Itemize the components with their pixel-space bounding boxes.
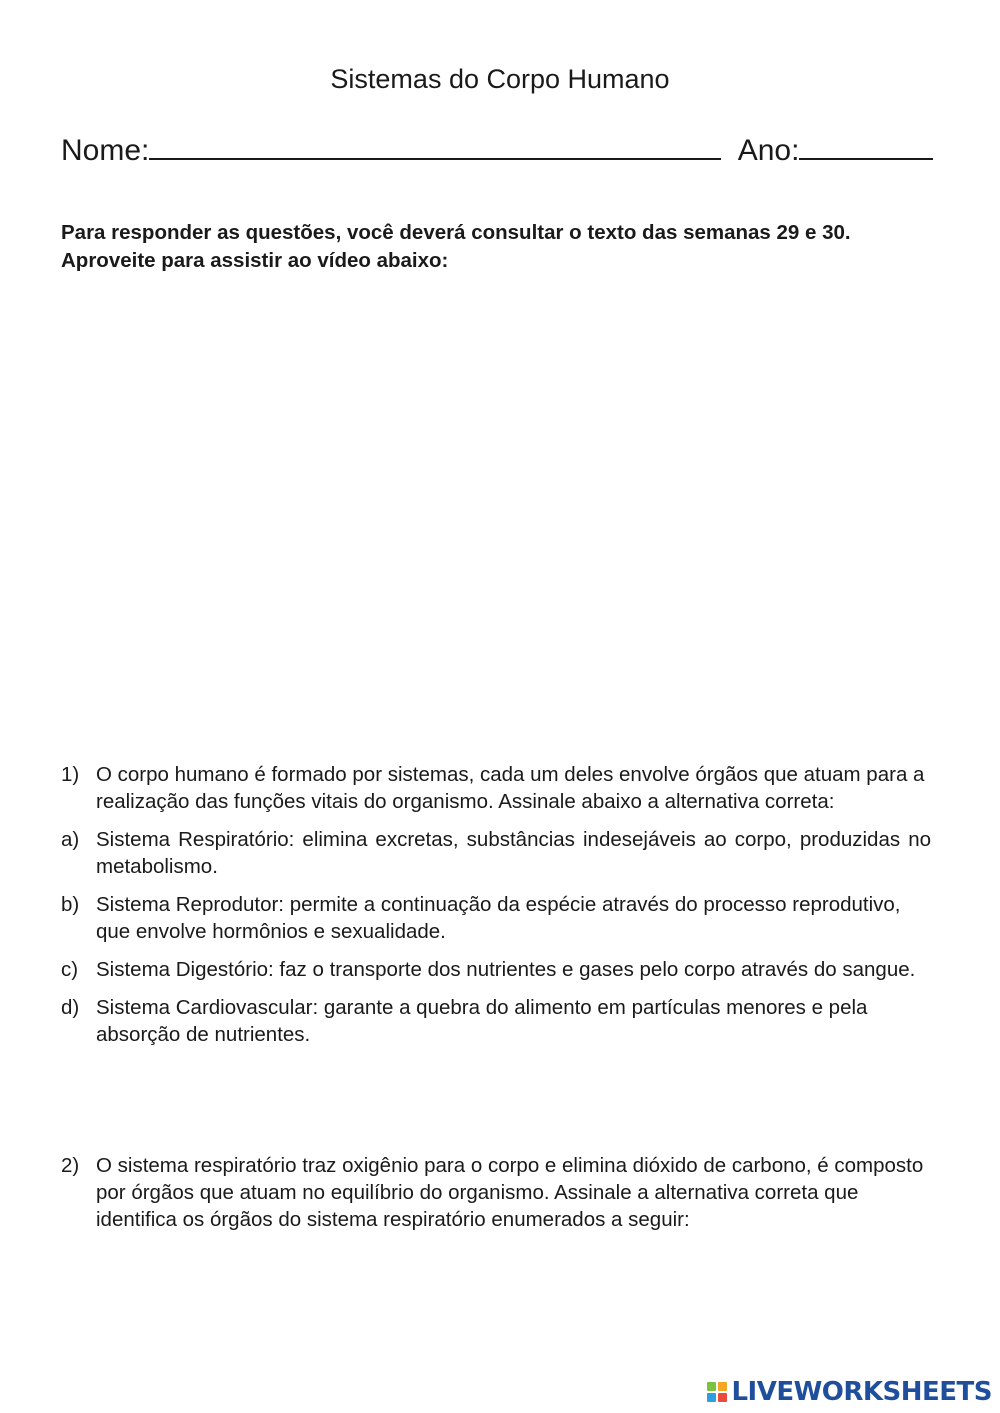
year-label: Ano: — [737, 134, 800, 167]
option-a-marker: a) — [61, 828, 80, 851]
question-2-prompt — [61, 1152, 931, 1233]
name-year-row — [61, 130, 931, 169]
liveworksheets-logo[interactable] — [707, 1377, 992, 1407]
question-2 — [61, 1152, 931, 1233]
liveworksheets-logo-icon — [707, 1382, 727, 1402]
question-2-number: 2) — [61, 1154, 80, 1177]
year-field[interactable] — [799, 130, 933, 160]
question-2-text: O sistema respiratório traz oxigênio para o corpo e elimina dióxido de carbono, é composto por órgãos que atuam no equilíbrio do organismo. Assinale a alternativa correta que identifica os órgãos do sistema respiratório enumerados a seguir: — [96, 1154, 924, 1231]
option-a[interactable] — [61, 826, 931, 880]
name-field[interactable] — [149, 130, 721, 160]
option-a-text: Sistema Respiratório: elimina excretas, substâncias indesejáveis ao corpo, produzidas no metabolismo. — [96, 828, 931, 878]
option-d-marker: d) — [61, 996, 80, 1019]
question-1-text: O corpo humano é formado por sistemas, cada um deles envolve órgãos que atuam para a realização das funções vitais do organismo. Assinale abaixo a alternativa correta: — [96, 763, 925, 813]
name-label: Nome: — [61, 134, 150, 167]
question-1-prompt — [61, 761, 931, 815]
option-c-marker: c) — [61, 958, 79, 981]
logo-square-1 — [707, 1382, 716, 1391]
option-d[interactable] — [61, 994, 931, 1048]
option-d-text: Sistema Cardiovascular: garante a quebra do alimento em partículas menores e pela absorção de nutrientes. — [96, 996, 868, 1046]
logo-square-3 — [707, 1393, 716, 1402]
option-c-text: Sistema Digestório: faz o transporte dos nutrientes e gases pelo corpo através do sangue. — [96, 958, 916, 981]
logo-square-4 — [718, 1393, 727, 1402]
option-b-text: Sistema Reprodutor: permite a continuação da espécie através do processo reprodutivo, que envolve hormônios e sexualidade. — [96, 893, 901, 943]
option-b-marker: b) — [61, 893, 80, 916]
option-b[interactable] — [61, 891, 931, 945]
question-1 — [61, 761, 931, 1048]
page-title: Sistemas do Corpo Humano — [330, 64, 670, 94]
video-embed[interactable] — [61, 290, 931, 740]
logo-text: LIVEWORKSHEETS — [731, 1377, 992, 1407]
logo-square-2 — [718, 1382, 727, 1391]
option-c[interactable] — [61, 956, 931, 983]
instructions: Para responder as questões, você deverá consultar o texto das semanas 29 e 30. Aproveite para assistir ao vídeo abaixo: — [61, 221, 851, 272]
question-1-number: 1) — [61, 763, 80, 786]
